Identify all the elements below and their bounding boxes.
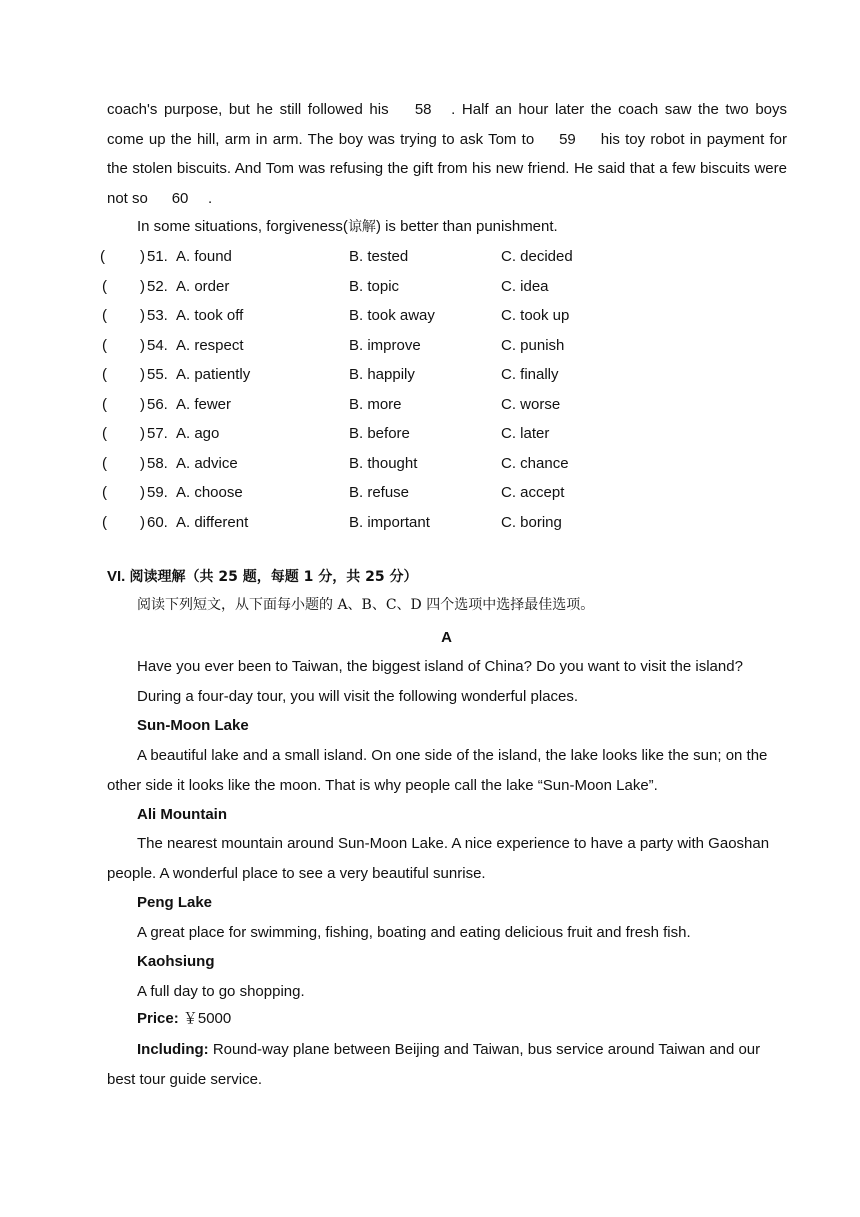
passage-label: A <box>441 629 452 646</box>
option-a: A. choose <box>176 484 243 501</box>
question-number: 57. <box>147 425 168 442</box>
intro-paragraph: Have you ever been to Taiwan, the biggest island of China? Do you want to visit the island? <box>137 658 743 675</box>
option-a: A. order <box>176 277 230 295</box>
answer-bracket-open: ( <box>102 395 107 413</box>
option-b: B. refuse <box>349 484 410 501</box>
option-a: A. patiently <box>176 366 251 383</box>
option-b: B. before <box>349 425 410 442</box>
answer-bracket-open: ( <box>102 425 107 442</box>
answer-bracket-open: ( <box>102 366 107 383</box>
option-a: A. different <box>176 513 249 531</box>
place-description: A great place for swimming, fishing, boating and eating delicious fruit and fresh fish. <box>137 924 691 941</box>
option-b: B. improve <box>349 336 421 354</box>
place-heading: Peng Lake <box>137 894 213 911</box>
question-number: 56. <box>147 395 168 413</box>
price-line <box>107 1004 787 1034</box>
option-a: A. advice <box>176 454 238 472</box>
question-row <box>100 478 800 508</box>
answer-bracket-close: ) <box>140 307 145 324</box>
option-a: A. took off <box>176 307 244 324</box>
option-c: C. later <box>501 425 550 442</box>
conclusion-text: ) is better than punishment. <box>375 218 558 235</box>
cloze-conclusion <box>107 212 787 243</box>
conclusion-text: In some situations, forgiveness( <box>137 218 348 235</box>
option-c: C. took up <box>501 307 570 324</box>
price-value: ￥5000 <box>182 1010 232 1027</box>
cloze-text: . <box>208 189 213 207</box>
answer-bracket-close: ) <box>140 454 145 472</box>
cloze-options-list <box>100 242 800 537</box>
option-b: B. tested <box>349 248 409 265</box>
answer-bracket-close: ) <box>140 248 145 265</box>
option-c: C. boring <box>501 513 562 531</box>
place-heading: Sun-Moon Lake <box>137 717 249 734</box>
option-a: A. ago <box>176 425 220 442</box>
answer-bracket-close: ) <box>140 336 145 354</box>
question-row <box>100 449 800 479</box>
place-description: A beautiful lake and a small island. On one side of the island, the lake looks like the sun; on the other side it looks like the moon. That is why people call the lake “Sun-Moon Lake”. <box>107 747 768 794</box>
option-c: C. chance <box>501 454 569 472</box>
blank-58: 58 <box>414 101 432 118</box>
cloze-text: coach's purpose, but he still followed his <box>107 101 389 118</box>
answer-bracket-close: ) <box>140 425 145 442</box>
question-number: 60. <box>147 513 168 531</box>
question-number: 58. <box>147 454 168 472</box>
including-label: Including: <box>137 1041 209 1058</box>
option-a: A. fewer <box>176 395 232 413</box>
option-a: A. found <box>176 248 232 265</box>
question-row <box>100 419 800 449</box>
answer-bracket-close: ) <box>140 395 145 413</box>
question-number: 52. <box>147 277 168 295</box>
option-c: C. finally <box>501 366 559 383</box>
question-row <box>100 508 800 538</box>
answer-bracket-close: ) <box>140 484 145 501</box>
including-line <box>107 1035 787 1094</box>
section-title: 阅读理解（共 25 题，每题 1 分，共 25 分） <box>129 569 418 585</box>
option-b: B. took away <box>349 307 435 324</box>
answer-bracket-close: ) <box>140 513 145 531</box>
option-b: B. thought <box>349 454 418 472</box>
place-heading: Kaohsiung <box>137 953 215 970</box>
answer-bracket-open: ( <box>102 454 107 472</box>
option-c: C. punish <box>501 336 565 354</box>
question-row <box>100 390 800 420</box>
question-number: 53. <box>147 307 168 324</box>
price-label: Price: <box>137 1010 179 1027</box>
cloze-paragraph <box>107 95 787 213</box>
option-b: B. happily <box>349 366 415 383</box>
answer-bracket-open: ( <box>102 277 107 295</box>
question-row <box>100 272 800 302</box>
question-number: 51. <box>147 248 168 265</box>
blank-60: 60 <box>171 189 189 207</box>
question-row <box>100 301 800 331</box>
including-value: Round-way plane between Beijing and Taiwan, bus service around Taiwan and our best tour guide service. <box>107 1041 761 1088</box>
answer-bracket-open: ( <box>102 484 107 501</box>
conclusion-cjk-gloss: 谅解 <box>347 219 376 235</box>
place-description: A full day to go shopping. <box>137 983 305 1000</box>
answer-bracket-open: ( <box>100 248 105 265</box>
question-row <box>100 331 800 361</box>
option-c: C. idea <box>501 277 549 295</box>
option-a: A. respect <box>176 336 244 354</box>
option-c: C. worse <box>501 395 561 413</box>
option-b: B. topic <box>349 277 400 295</box>
section-heading <box>107 562 417 593</box>
question-number: 54. <box>147 336 168 354</box>
intro-paragraph: During a four-day tour, you will visit the following wonderful places. <box>137 688 579 705</box>
option-b: B. more <box>349 395 402 413</box>
section-instructions: 阅读下列短文，从下面每小题的 A、B、C、D 四个选项中选择最佳选项。 <box>137 597 595 613</box>
answer-bracket-close: ) <box>140 277 145 295</box>
option-c: C. decided <box>501 248 573 265</box>
answer-bracket-open: ( <box>102 336 107 354</box>
cloze-text: . Half an hour later the coach saw the two boys come up the hill, arm in arm. The boy was trying to ask Tom to <box>107 101 788 148</box>
place-description: The nearest mountain around Sun-Moon Lake. A nice experience to have a party with Gaoshan people. A wonderful place to see a very beautiful sunrise. <box>107 835 770 882</box>
blank-59: 59 <box>559 130 576 148</box>
section-number: VI. <box>107 568 126 585</box>
question-number: 55. <box>147 366 168 383</box>
question-row <box>100 360 800 390</box>
answer-bracket-open: ( <box>102 307 107 324</box>
option-b: B. important <box>349 513 430 531</box>
cloze-text: his toy robot in payment for the stolen biscuits. And Tom was refusing the gift from his new friend. He said that a few biscuits were not so <box>107 130 787 207</box>
question-number: 59. <box>147 484 168 501</box>
answer-bracket-close: ) <box>140 366 145 383</box>
answer-bracket-open: ( <box>102 513 107 531</box>
question-row <box>100 242 800 272</box>
option-c: C. accept <box>501 484 565 501</box>
place-heading: Ali Mountain <box>137 806 227 823</box>
